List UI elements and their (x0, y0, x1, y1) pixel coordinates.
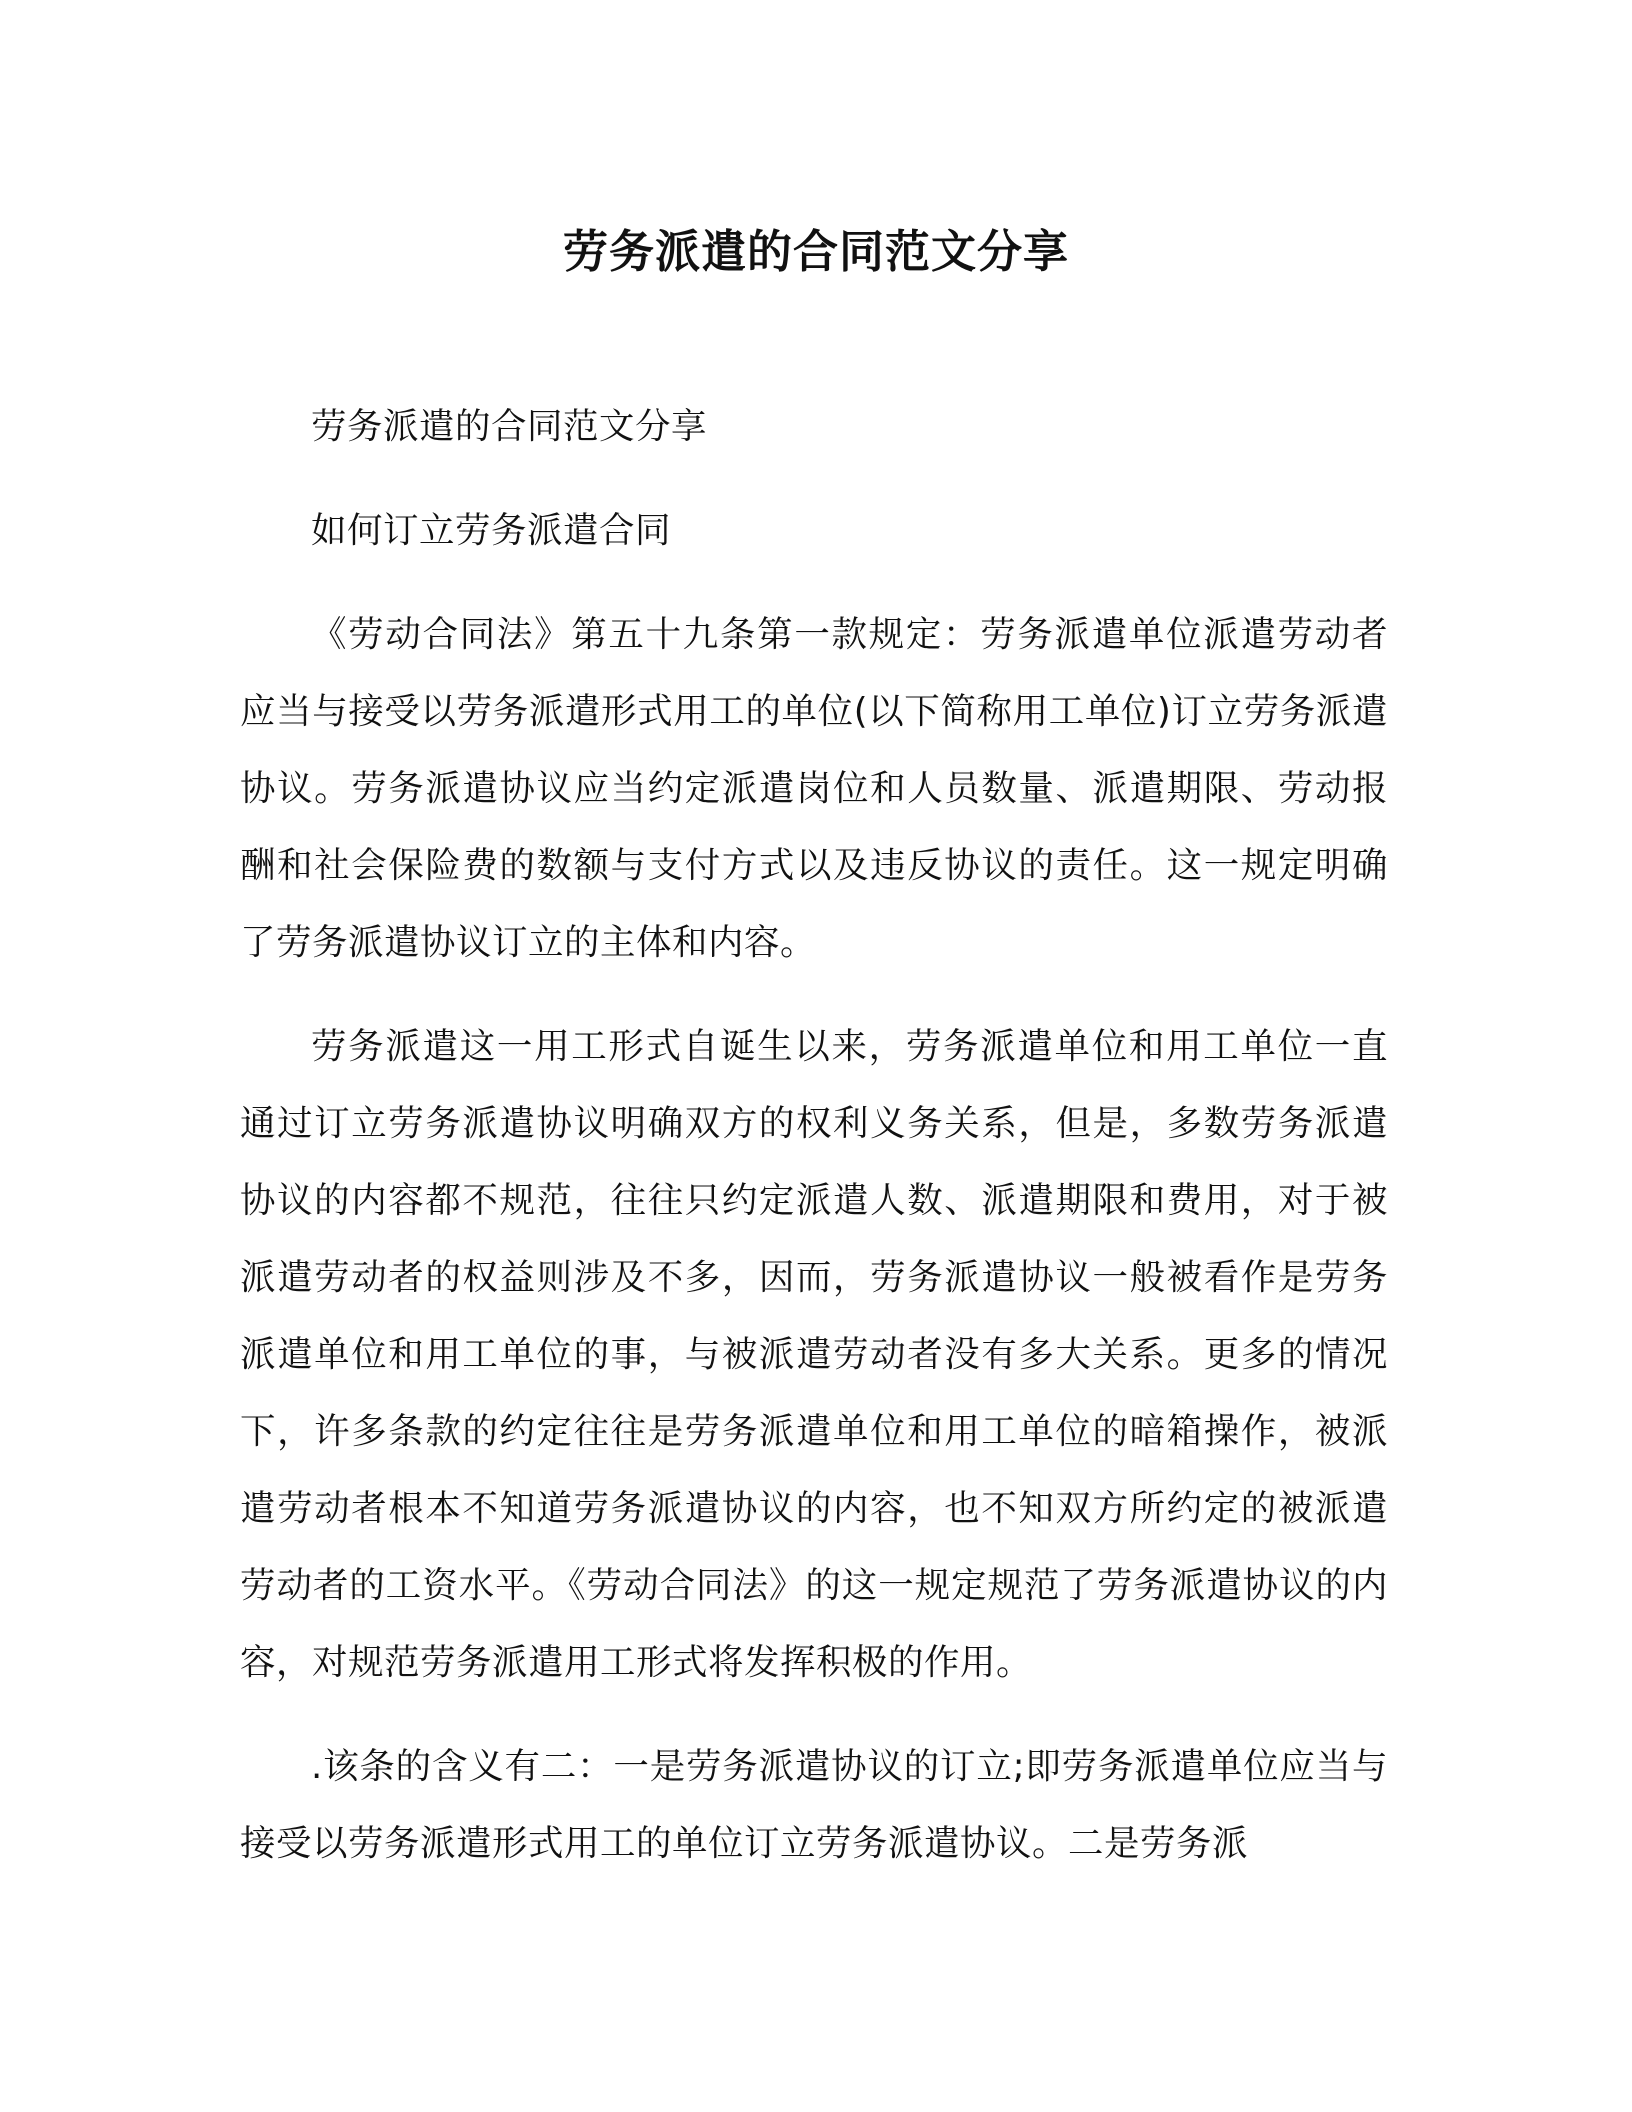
document-title: 劳务派遣的合同范文分享 (562, 225, 1069, 278)
body-paragraph: 《劳动合同法》第五十九条第一款规定：劳务派遣单位派遣劳动者应当与接受以劳务派遣形式用工的单位(以下简称用工单位)订立劳务派遣协议。劳务派遣协议应当约定派遣岗位和人员数量、派遣期限、劳动报酬和社会保险费的数额与支付方式以及违反协议的责任。这一规定明确了劳务派遣协议订立的主体和内容。 (240, 614, 1388, 963)
subtitle-paragraph: 劳务派遣的合同范文分享 (311, 406, 708, 447)
document-body (240, 388, 1388, 1909)
body-paragraph: 劳务派遣这一用工形式自诞生以来，劳务派遣单位和用工单位一直通过订立劳务派遣协议明确双方的权利义务关系，但是，多数劳务派遣协议的内容都不规范，往往只约定派遣人数、派遣期限和费用，对于被派遣劳动者的权益则涉及不多，因而，劳务派遣协议一般被看作是劳务派遣单位和用工单位的事，与被派遣劳动者没有多大关系。更多的情况下，许多条款的约定往往是劳务派遣单位和用工单位的暗箱操作，被派遣劳动者根本不知道劳务派遣协议的内容，也不知双方所约定的被派遣劳动者的工资水平。《劳动合同法》的这一规定规范了劳务派遣协议的内容，对规范劳务派遣用工形式将发挥积极的作用。 (240, 1026, 1388, 1683)
body-paragraph: .该条的含义有二：一是劳务派遣协议的订立;即劳务派遣单位应当与接受以劳务派遣形式用工的单位订立劳务派遣协议。二是劳务派 (240, 1746, 1388, 1864)
section-heading-paragraph: 如何订立劳务派遣合同 (311, 510, 672, 551)
